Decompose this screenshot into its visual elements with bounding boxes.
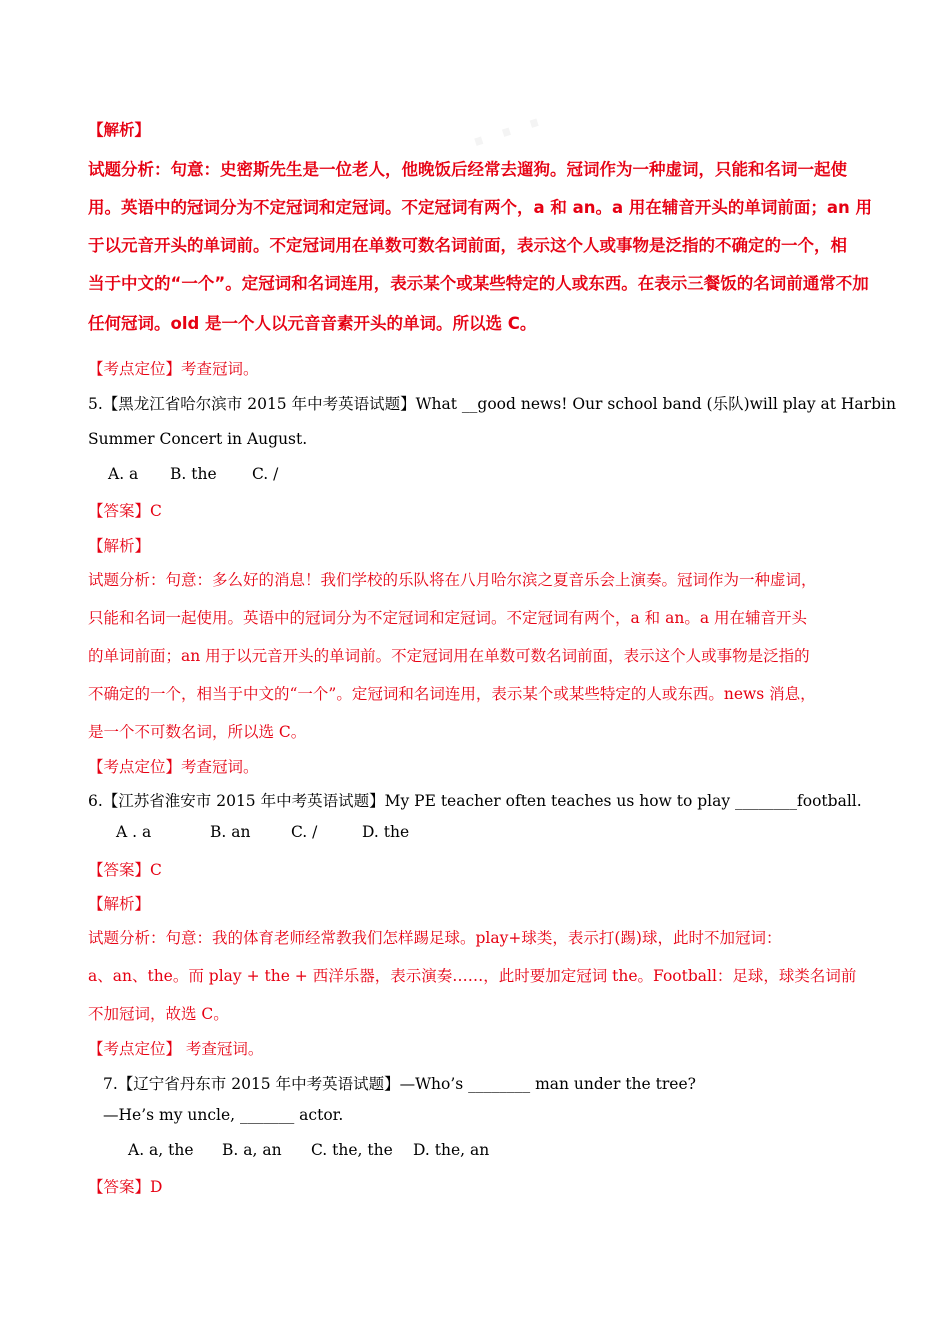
analysis-text-line: 当于中文的“一个”。定冠词和名词连用，表示某个或某些特定的人或东西。在表示三餐饭的名词前通常不加 [88, 274, 869, 293]
option: A . a [116, 823, 152, 841]
option: A. a [108, 465, 139, 483]
option: C. the, the [311, 1141, 393, 1159]
analysis-text-line: 的单词前面；an 用于以元音开头的单词前。不定冠词用在单数可数名词前面，表示这个人或事物是泛指的 [88, 647, 810, 665]
answer: 【答案】C [88, 502, 162, 520]
analysis-text-line: 试题分析：句意：史密斯先生是一位老人，他晚饭后经常去遛狗。冠词作为一种虚词，只能和名词一起使 [88, 160, 847, 179]
option: D. the [362, 823, 410, 841]
question-6-options [116, 823, 409, 841]
option: B. an [210, 823, 251, 841]
analysis-text-line: 于以元音开头的单词前。不定冠词用在单数可数名词前面，表示这个人或事物是泛指的不确定的一个，相 [88, 236, 847, 255]
knowledge-point: 【考点定位】 考查冠词。 [88, 1040, 264, 1058]
analysis-label: 【解析】 [88, 537, 151, 555]
analysis-text-line: a、an、the。而 play + the + 西洋乐器，表示演奏……，此时要加定冠词 the。Football：足球，球类名词前 [88, 967, 857, 985]
analysis-text-line: 是一个不可数名词，所以选 C。 [88, 723, 307, 741]
analysis-text-line: 试题分析：句意：我的体育老师经常教我们怎样踢足球。play+球类，表示打(踢)球，此时不加冠词： [88, 929, 782, 947]
answer: 【答案】C [88, 861, 162, 879]
question-6-stem: 6.【江苏省淮安市 2015 年中考英语试题】My PE teacher often teaches us how to play ________football. [88, 792, 862, 810]
analysis-label: 【解析】 [88, 895, 151, 913]
watermark: · · · [464, 99, 549, 167]
analysis-text-line: 不确定的一个，相当于中文的“一个”。定冠词和名词连用，表示某个或某些特定的人或东西。news 消息， [88, 685, 816, 703]
analysis-text-line: 只能和名词一起使用。英语中的冠词分为不定冠词和定冠词。不定冠词有两个，a 和 an。a 用在辅音开头 [88, 609, 807, 627]
analysis-text-line: 不加冠词，故选 C。 [88, 1005, 229, 1023]
option: B. a, an [222, 1141, 282, 1159]
question-7-stem: 7.【辽宁省丹东市 2015 年中考英语试题】—Who’s ________ man under the tree? [103, 1075, 696, 1093]
option: A. a, the [128, 1141, 194, 1159]
analysis-text-line: 试题分析：句意：多么好的消息！我们学校的乐队将在八月哈尔滨之夏音乐会上演奏。冠词作为一种虚词， [88, 571, 817, 589]
answer: 【答案】D [88, 1178, 163, 1196]
question-7-options [128, 1141, 489, 1159]
analysis-label: 【解析】 [88, 120, 151, 139]
knowledge-point: 【考点定位】考查冠词。 [88, 758, 259, 776]
analysis-text-line: 任何冠词。old 是一个人以元音音素开头的单词。所以选 C。 [88, 314, 537, 333]
option: D. the, an [413, 1141, 490, 1159]
question-5-stem-cont: Summer Concert in August. [88, 430, 308, 448]
question-5-options [108, 465, 278, 483]
analysis-text-line: 用。英语中的冠词分为不定冠词和定冠词。不定冠词有两个，a 和 an。a 用在辅音开头的单词前面；an 用 [88, 198, 873, 217]
knowledge-point: 【考点定位】考查冠词。 [88, 360, 259, 378]
question-7-stem-cont: —He’s my uncle, _______ actor. [103, 1106, 344, 1124]
option: B. the [170, 465, 217, 483]
option: C. / [252, 465, 279, 483]
option: C. / [291, 823, 318, 841]
question-5-stem: 5.【黑龙江省哈尔滨市 2015 年中考英语试题】What __good news! Our school band (乐队)will play at Harbin [88, 395, 896, 413]
